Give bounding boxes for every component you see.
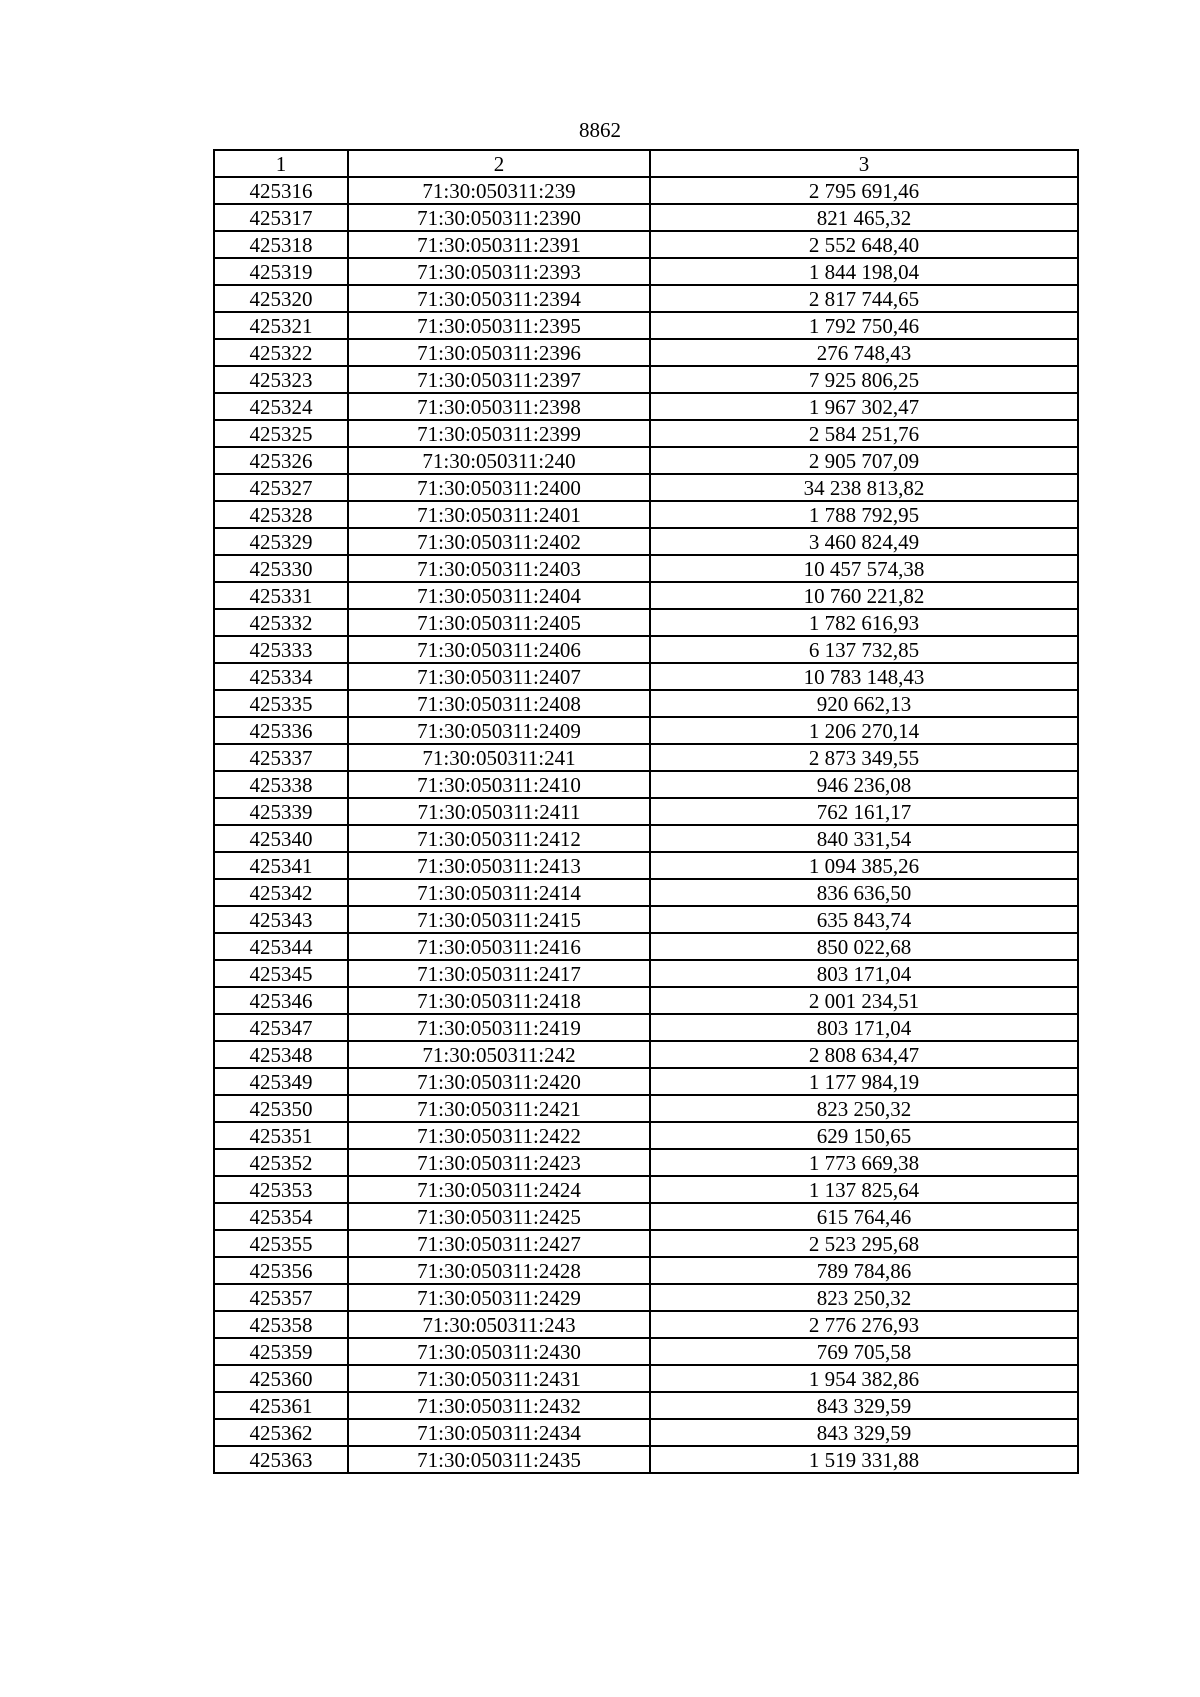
- cadastral-number-cell: 71:30:050311:240: [348, 447, 650, 474]
- value-cell: 1 954 382,86: [650, 1365, 1078, 1392]
- cadastral-number-cell: 71:30:050311:2391: [348, 231, 650, 258]
- row-number-cell: 425328: [214, 501, 348, 528]
- row-number-cell: 425349: [214, 1068, 348, 1095]
- row-number-cell: 425353: [214, 1176, 348, 1203]
- value-cell: 2 552 648,40: [650, 231, 1078, 258]
- row-number-cell: 425358: [214, 1311, 348, 1338]
- value-cell: 2 808 634,47: [650, 1041, 1078, 1068]
- row-number-cell: 425354: [214, 1203, 348, 1230]
- row-number-cell: 425346: [214, 987, 348, 1014]
- row-number-cell: 425352: [214, 1149, 348, 1176]
- table-row: [214, 690, 1078, 717]
- table-row: [214, 501, 1078, 528]
- value-cell: 2 873 349,55: [650, 744, 1078, 771]
- row-number-cell: 425357: [214, 1284, 348, 1311]
- table-row: [214, 285, 1078, 312]
- row-number-cell: 425320: [214, 285, 348, 312]
- row-number-cell: 425326: [214, 447, 348, 474]
- cadastral-number-cell: 71:30:050311:2428: [348, 1257, 650, 1284]
- table-row: [214, 204, 1078, 231]
- value-cell: 843 329,59: [650, 1392, 1078, 1419]
- cadastral-number-cell: 71:30:050311:2390: [348, 204, 650, 231]
- value-cell: 2 776 276,93: [650, 1311, 1078, 1338]
- table-row: [214, 1230, 1078, 1257]
- table-row: [214, 231, 1078, 258]
- value-cell: 1 177 984,19: [650, 1068, 1078, 1095]
- table-row: [214, 798, 1078, 825]
- cadastral-number-cell: 71:30:050311:243: [348, 1311, 650, 1338]
- table-row: [214, 1284, 1078, 1311]
- table-row: [214, 366, 1078, 393]
- value-cell: 635 843,74: [650, 906, 1078, 933]
- value-cell: 821 465,32: [650, 204, 1078, 231]
- cadastral-number-cell: 71:30:050311:2413: [348, 852, 650, 879]
- cadastral-number-cell: 71:30:050311:2412: [348, 825, 650, 852]
- cadastral-number-cell: 71:30:050311:2405: [348, 609, 650, 636]
- value-cell: 2 523 295,68: [650, 1230, 1078, 1257]
- cadastral-number-cell: 71:30:050311:2414: [348, 879, 650, 906]
- cadastral-number-cell: 71:30:050311:2424: [348, 1176, 650, 1203]
- table-row: [214, 879, 1078, 906]
- cadastral-number-cell: 71:30:050311:2409: [348, 717, 650, 744]
- value-cell: 3 460 824,49: [650, 528, 1078, 555]
- value-cell: 1 792 750,46: [650, 312, 1078, 339]
- cadastral-number-cell: 71:30:050311:2429: [348, 1284, 650, 1311]
- value-cell: 1 094 385,26: [650, 852, 1078, 879]
- cadastral-number-cell: 71:30:050311:2404: [348, 582, 650, 609]
- row-number-cell: 425327: [214, 474, 348, 501]
- value-cell: 2 905 707,09: [650, 447, 1078, 474]
- row-number-cell: 425362: [214, 1419, 348, 1446]
- value-cell: 946 236,08: [650, 771, 1078, 798]
- table-row: [214, 474, 1078, 501]
- cadastral-number-cell: 71:30:050311:2399: [348, 420, 650, 447]
- value-cell: 615 764,46: [650, 1203, 1078, 1230]
- value-cell: 6 137 732,85: [650, 636, 1078, 663]
- row-number-cell: 425361: [214, 1392, 348, 1419]
- data-table: [213, 149, 1079, 1474]
- cadastral-number-cell: 71:30:050311:2410: [348, 771, 650, 798]
- table-row: [214, 555, 1078, 582]
- row-number-cell: 425329: [214, 528, 348, 555]
- value-cell: 762 161,17: [650, 798, 1078, 825]
- table-row: [214, 960, 1078, 987]
- row-number-cell: 425344: [214, 933, 348, 960]
- row-number-cell: 425363: [214, 1446, 348, 1473]
- table-row: [214, 771, 1078, 798]
- row-number-cell: 425325: [214, 420, 348, 447]
- row-number-cell: 425350: [214, 1095, 348, 1122]
- value-cell: 10 457 574,38: [650, 555, 1078, 582]
- table-row: [214, 825, 1078, 852]
- table-row: [214, 393, 1078, 420]
- row-number-cell: 425337: [214, 744, 348, 771]
- table-row: [214, 420, 1078, 447]
- table-row: [214, 1176, 1078, 1203]
- row-number-cell: 425335: [214, 690, 348, 717]
- cadastral-number-cell: 71:30:050311:2393: [348, 258, 650, 285]
- row-number-cell: 425342: [214, 879, 348, 906]
- row-number-cell: 425343: [214, 906, 348, 933]
- value-cell: 823 250,32: [650, 1284, 1078, 1311]
- table-row: [214, 177, 1078, 204]
- table-row: [214, 1338, 1078, 1365]
- cadastral-number-cell: 71:30:050311:2422: [348, 1122, 650, 1149]
- cadastral-number-cell: 71:30:050311:2394: [348, 285, 650, 312]
- table-row: [214, 1068, 1078, 1095]
- table-row: [214, 582, 1078, 609]
- table-row: [214, 717, 1078, 744]
- cadastral-number-cell: 71:30:050311:2403: [348, 555, 650, 582]
- value-cell: 1 206 270,14: [650, 717, 1078, 744]
- table-row: [214, 339, 1078, 366]
- table-row: [214, 609, 1078, 636]
- cadastral-number-cell: 71:30:050311:242: [348, 1041, 650, 1068]
- value-cell: 836 636,50: [650, 879, 1078, 906]
- value-cell: 10 760 221,82: [650, 582, 1078, 609]
- value-cell: 2 795 691,46: [650, 177, 1078, 204]
- value-cell: 803 171,04: [650, 960, 1078, 987]
- table-row: [214, 1365, 1078, 1392]
- column-header-1: 1: [214, 150, 348, 177]
- cadastral-number-cell: 71:30:050311:2435: [348, 1446, 650, 1473]
- cadastral-number-cell: 71:30:050311:2418: [348, 987, 650, 1014]
- cadastral-number-cell: 71:30:050311:2425: [348, 1203, 650, 1230]
- value-cell: 1 137 825,64: [650, 1176, 1078, 1203]
- table-body: [214, 177, 1078, 1473]
- row-number-cell: 425355: [214, 1230, 348, 1257]
- value-cell: 850 022,68: [650, 933, 1078, 960]
- table-row: [214, 528, 1078, 555]
- table-row: [214, 636, 1078, 663]
- table-row: [214, 1419, 1078, 1446]
- value-cell: 1 967 302,47: [650, 393, 1078, 420]
- cadastral-number-cell: 71:30:050311:2420: [348, 1068, 650, 1095]
- cadastral-number-cell: 71:30:050311:2401: [348, 501, 650, 528]
- cadastral-number-cell: 71:30:050311:2396: [348, 339, 650, 366]
- value-cell: 2 817 744,65: [650, 285, 1078, 312]
- table-row: [214, 1041, 1078, 1068]
- cadastral-number-cell: 71:30:050311:2431: [348, 1365, 650, 1392]
- cadastral-number-cell: 71:30:050311:2432: [348, 1392, 650, 1419]
- row-number-cell: 425338: [214, 771, 348, 798]
- row-number-cell: 425317: [214, 204, 348, 231]
- row-number-cell: 425333: [214, 636, 348, 663]
- value-cell: 803 171,04: [650, 1014, 1078, 1041]
- value-cell: 1 773 669,38: [650, 1149, 1078, 1176]
- table-row: [214, 1149, 1078, 1176]
- value-cell: 1 844 198,04: [650, 258, 1078, 285]
- value-cell: 34 238 813,82: [650, 474, 1078, 501]
- value-cell: 1 788 792,95: [650, 501, 1078, 528]
- value-cell: 629 150,65: [650, 1122, 1078, 1149]
- cadastral-number-cell: 71:30:050311:2402: [348, 528, 650, 555]
- value-cell: 276 748,43: [650, 339, 1078, 366]
- cadastral-number-cell: 71:30:050311:2398: [348, 393, 650, 420]
- table-row: [214, 447, 1078, 474]
- value-cell: 769 705,58: [650, 1338, 1078, 1365]
- value-cell: 2 584 251,76: [650, 420, 1078, 447]
- cadastral-number-cell: 71:30:050311:2415: [348, 906, 650, 933]
- cadastral-number-cell: 71:30:050311:2407: [348, 663, 650, 690]
- row-number-cell: 425323: [214, 366, 348, 393]
- table-row: [214, 258, 1078, 285]
- table-row: [214, 1203, 1078, 1230]
- table-row: [214, 906, 1078, 933]
- table-row: [214, 852, 1078, 879]
- cadastral-number-cell: 71:30:050311:2400: [348, 474, 650, 501]
- value-cell: 823 250,32: [650, 1095, 1078, 1122]
- row-number-cell: 425321: [214, 312, 348, 339]
- cadastral-number-cell: 71:30:050311:2417: [348, 960, 650, 987]
- value-cell: 1 519 331,88: [650, 1446, 1078, 1473]
- cadastral-number-cell: 71:30:050311:2397: [348, 366, 650, 393]
- table-row: [214, 1311, 1078, 1338]
- row-number-cell: 425319: [214, 258, 348, 285]
- row-number-cell: 425339: [214, 798, 348, 825]
- row-number-cell: 425318: [214, 231, 348, 258]
- row-number-cell: 425336: [214, 717, 348, 744]
- table-row: [214, 933, 1078, 960]
- table-row: [214, 663, 1078, 690]
- row-number-cell: 425360: [214, 1365, 348, 1392]
- cadastral-number-cell: 71:30:050311:2423: [348, 1149, 650, 1176]
- value-cell: 843 329,59: [650, 1419, 1078, 1446]
- page-number-text: 8862: [579, 118, 621, 142]
- cadastral-number-cell: 71:30:050311:239: [348, 177, 650, 204]
- table-row: [214, 312, 1078, 339]
- cadastral-number-cell: 71:30:050311:2395: [348, 312, 650, 339]
- table-row: [214, 1014, 1078, 1041]
- table-row: [214, 1257, 1078, 1284]
- table-row: [214, 1446, 1078, 1473]
- value-cell: 2 001 234,51: [650, 987, 1078, 1014]
- table-row: [214, 744, 1078, 771]
- value-cell: 840 331,54: [650, 825, 1078, 852]
- row-number-cell: 425348: [214, 1041, 348, 1068]
- value-cell: 789 784,86: [650, 1257, 1078, 1284]
- row-number-cell: 425345: [214, 960, 348, 987]
- row-number-cell: 425356: [214, 1257, 348, 1284]
- row-number-cell: 425330: [214, 555, 348, 582]
- row-number-cell: 425334: [214, 663, 348, 690]
- row-number-cell: 425331: [214, 582, 348, 609]
- cadastral-number-cell: 71:30:050311:241: [348, 744, 650, 771]
- column-header-2: 2: [348, 150, 650, 177]
- row-number-cell: 425347: [214, 1014, 348, 1041]
- column-header-3: 3: [650, 150, 1078, 177]
- row-number-cell: 425340: [214, 825, 348, 852]
- table-header: [214, 150, 1078, 177]
- row-number-cell: 425322: [214, 339, 348, 366]
- value-cell: 1 782 616,93: [650, 609, 1078, 636]
- cadastral-number-cell: 71:30:050311:2408: [348, 690, 650, 717]
- cadastral-number-cell: 71:30:050311:2419: [348, 1014, 650, 1041]
- cadastral-number-cell: 71:30:050311:2411: [348, 798, 650, 825]
- cadastral-number-cell: 71:30:050311:2427: [348, 1230, 650, 1257]
- row-number-cell: 425324: [214, 393, 348, 420]
- table-header-row: [214, 150, 1078, 177]
- row-number-cell: 425341: [214, 852, 348, 879]
- value-cell: 7 925 806,25: [650, 366, 1078, 393]
- row-number-cell: 425359: [214, 1338, 348, 1365]
- cadastral-number-cell: 71:30:050311:2430: [348, 1338, 650, 1365]
- row-number-cell: 425332: [214, 609, 348, 636]
- row-number-cell: 425351: [214, 1122, 348, 1149]
- cadastral-number-cell: 71:30:050311:2434: [348, 1419, 650, 1446]
- cadastral-number-cell: 71:30:050311:2421: [348, 1095, 650, 1122]
- cadastral-number-cell: 71:30:050311:2406: [348, 636, 650, 663]
- table-row: [214, 1095, 1078, 1122]
- cadastral-number-cell: 71:30:050311:2416: [348, 933, 650, 960]
- value-cell: 10 783 148,43: [650, 663, 1078, 690]
- value-cell: 920 662,13: [650, 690, 1078, 717]
- table-row: [214, 1122, 1078, 1149]
- table-row: [214, 987, 1078, 1014]
- row-number-cell: 425316: [214, 177, 348, 204]
- table-row: [214, 1392, 1078, 1419]
